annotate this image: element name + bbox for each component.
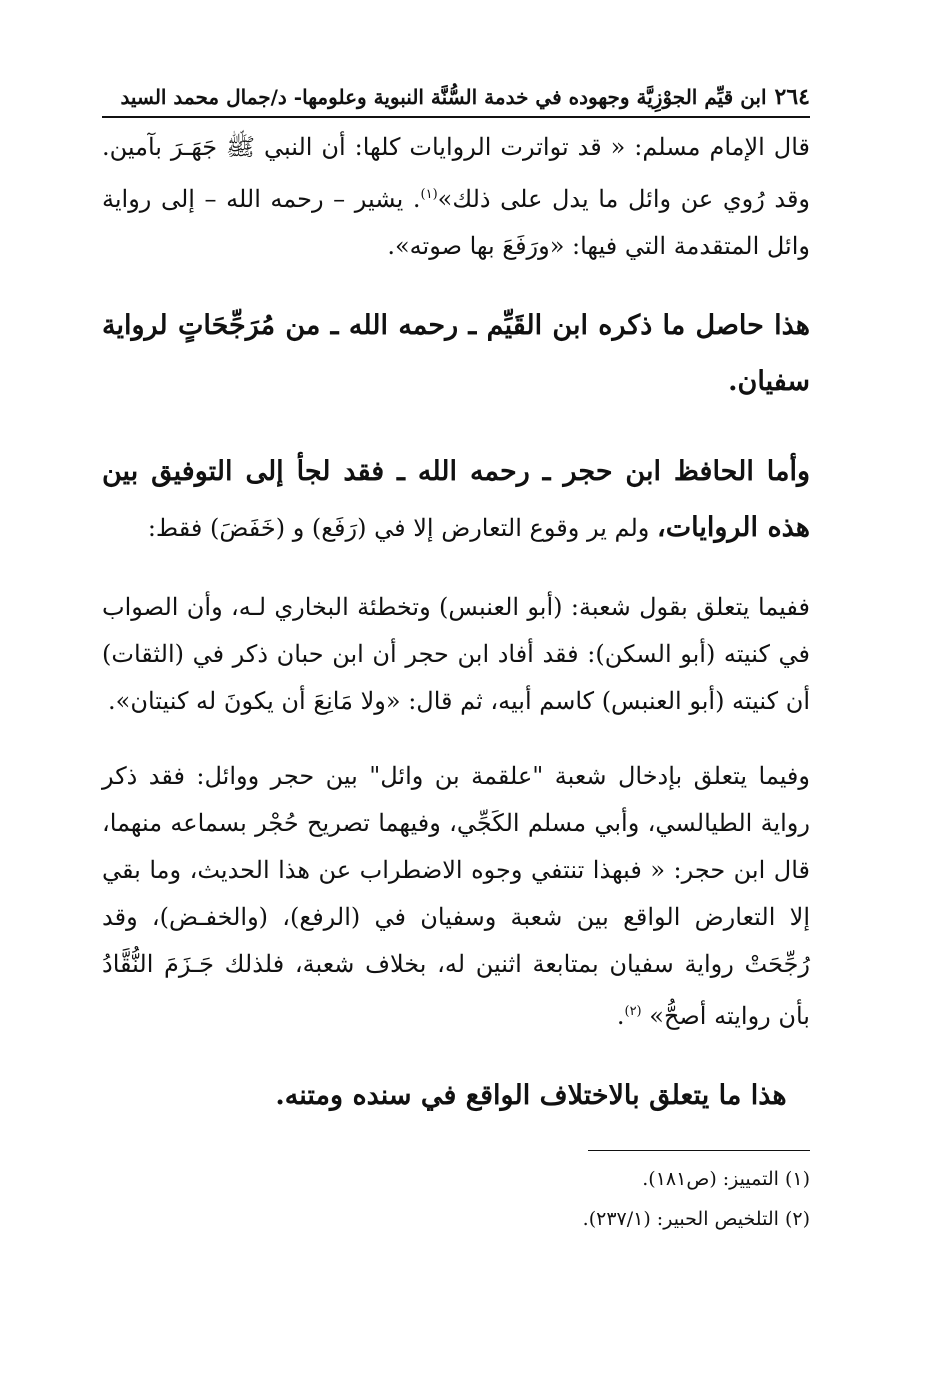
paragraph-closing-heading: هذا ما يتعلق بالاختلاف الواقع في سنده ومتنه. xyxy=(275,1080,787,1111)
paragraph-text: . xyxy=(616,1002,625,1030)
footnote-2: (٢) التلخيص الحبير: (٢٣٧/١). xyxy=(582,1208,810,1230)
book-page xyxy=(102,82,810,1239)
footnotes xyxy=(102,1159,810,1239)
paragraph-text: قال الإمام مسلم: « قد تواترت الروايات كلها: أن النبي ﷺ جَهَـرَ بآمين. وقد رُوي عن وائل ما يدل على ذلك» xyxy=(102,133,811,213)
running-header xyxy=(102,82,810,118)
paragraph-ibn-hajar xyxy=(102,444,810,556)
footnote-ref-1: (١) xyxy=(420,187,438,202)
footnote-ref-2: (٢) xyxy=(624,1004,642,1019)
paragraph-text: وفيما يتعلق بإدخال شعبة "علقمة بن وائل" بين حجر ووائل: فقد ذكر رواية الطيالسي، وأبي مسلم الكَجِّي، وفيهما تصريح حُجْر بسماعه منهما، قال ابن حجر: « فبهذا تنتفي وجوه الاضطراب عن هذا الحديث، وما بقي إلا التعارض الواقع بين شعبة وسفيان في (الرفع)، (والخفـض)، وقد رُجِّحَتْ رواية سفيان بمتابعة اثنين له، بخلاف شعبة، فلذلك جَـزَمَ النُّقَّادُ بأن روايته أصحُّ» xyxy=(102,762,810,1030)
footnote-divider xyxy=(588,1150,810,1151)
running-title: ابن قيِّم الجوْزِيَّة وجهوده في خدمة السُّنَّة النبوية وعلومها- د/جمال محمد السيد xyxy=(120,85,767,109)
paragraph-text: ولم ير وقوع التعارض إلا في (رَفَع) و (خَفَضَ) فقط: xyxy=(147,514,657,542)
bold-lead: وأما الحافظ ابن حجر ـ رحمه الله ـ فقد لجأ إلى التوفيق بين هذه الروايات، xyxy=(102,456,810,543)
paragraph-alqama xyxy=(102,753,810,1040)
paragraph-shuba-kunya: ففيما يتعلق بقول شعبة: (أبو العنبس) وتخطئة البخاري لـه، وأن الصواب في كنيته (أبو السكن): فقد أفاد ابن حجر أن ابن حبان ذكر في (الثقات) أن كنيته (أبو العنبس) كاسم أبيه، ثم قال: «ولا مَانِعَ أن يكونَ له كنيتان». xyxy=(102,593,810,715)
footnote-1: (١) التمييز: (ص١٨١). xyxy=(642,1168,810,1190)
page-number: ٢٦٤ xyxy=(774,84,810,110)
paragraph-summary-heading: هذا حاصل ما ذكره ابن القَيِّم ـ رحمه الله ـ من مُرَجِّحَاتٍ لرواية سفيان. xyxy=(102,310,810,397)
paragraph-text: . يشير – رحمه الله – إلى رواية وائل المتقدمة التي فيها: «ورَفَعَ بها صوته». xyxy=(102,185,810,260)
paragraph-muslim-quote xyxy=(102,124,810,270)
